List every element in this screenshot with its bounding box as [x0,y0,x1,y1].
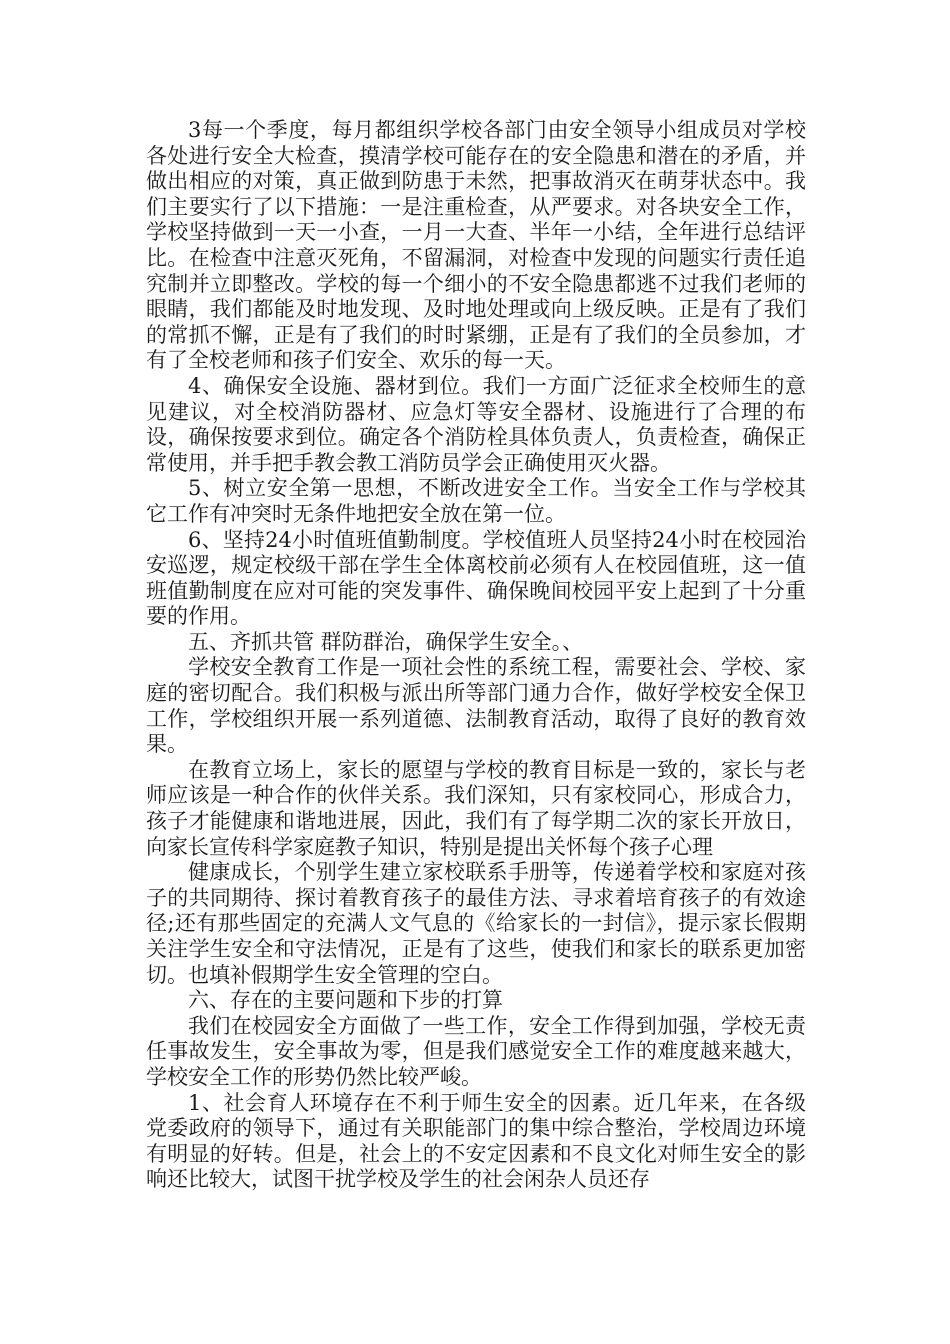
paragraph-work-summary: 我们在校园安全方面做了一些工作，安全工作得到加强，学校无责任事故发生，安全事故为零，但是我们感觉安全工作的难度越来越大，学校安全工作的形势仍然比较严峻。 [146,1013,806,1089]
paragraph-social-cooperation: 学校安全教育工作是一项社会性的系统工程，需要社会、学校、家庭的密切配合。我们积极与派出所等部门通力合作，做好学校安全保卫工作，学校组织开展一系列道德、法制教育活动，取得了良好的教育效果。 [146,655,806,757]
section-heading-five: 五、齐抓共管 群防群治，确保学生安全。、 [188,629,584,654]
paragraph-duty-system: 6、坚持24小时值班值勤制度。学校值班人员坚持24小时在校园治安巡逻，规定校级干部在学生全体离校前必须有人在校园值班，这一值班值勤制度在应对可能的突发事件、确保晚间校园平安上起到了十分重要的作用。 [146,527,806,629]
paragraph-social-environment: 1、社会育人环境存在不利于师生安全的因素。近几年来，在各级党委政府的领导下，通过有关职能部门的集中综合整治，学校周边环境有明显的好转。但是，社会上的不安定因素和不良文化对师生安全的影响还比较大，试图干扰学校及学生的社会闲杂人员还存 [146,1090,806,1192]
paragraph-healthy-growth: 健康成长，个别学生建立家校联系手册等，传递着学校和家庭对孩子的共同期待、探讨着教育孩子的最佳方法、寻求着培育孩子的有效途径;还有那些固定的充满人文气息的《给家长的一封信》，提示家长假期关注学生安全和守法情况，正是有了这些，使我们和家长的联系更加密切。也填补假期学生安全管理的空白。 [146,860,806,987]
paragraph-safety-first: 5、树立安全第一思想，不断改进安全工作。当安全工作与学校其它工作有冲突时无条件地把安全放在第一位。 [146,476,806,526]
section-heading-six: 六、存在的主要问题和下步的打算 [188,988,503,1013]
paragraph-inspection: 3每一个季度，每月都组织学校各部门由安全领导小组成员对学校各处进行安全大检查，摸清学校可能存在的安全隐患和潜在的矛盾，并做出相应的对策，真正做到防患于未然，把事故消灭在萌芽状态中。我们主要实行了以下措施：一是注重检查，从严要求。对各块安全工作，学校坚持做到一天一小查，一月一大查、半年一小结，全年进行总结评比。在检查中注意灭死角，不留漏洞，对检查中发现的问题实行责任追究制并立即整改。学校的每一个细小的不安全隐患都逃不过我们老师的眼睛，我们都能及时地发现、及时地处理或向上级反映。正是有了我们的常抓不懈，正是有了我们的时时紧绷，正是有了我们的全员参加，才有了全校老师和孩子们安全、欢乐的每一天。 [146,118,806,373]
paragraph-safety-equipment: 4、确保安全设施、器材到位。我们一方面广泛征求全校师生的意见建议，对全校消防器材、应急灯等安全器材、设施进行了合理的布设，确保按要求到位。确定各个消防栓具体负责人，负责检查，确保正常使用，并手把手教会教工消防员学会正确使用灭火器。 [146,373,806,475]
paragraph-parent-partnership: 在教育立场上，家长的愿望与学校的教育目标是一致的，家长与老师应该是一种合作的伙伴关系。我们深知，只有家校同心，形成合力，孩子才能健康和谐地进展，因此，我们有了每学期二次的家长开放日，向家长宣传科学家庭教子知识，特别是提出关怀每个孩子心理 [146,757,806,859]
document-body [146,118,806,1193]
